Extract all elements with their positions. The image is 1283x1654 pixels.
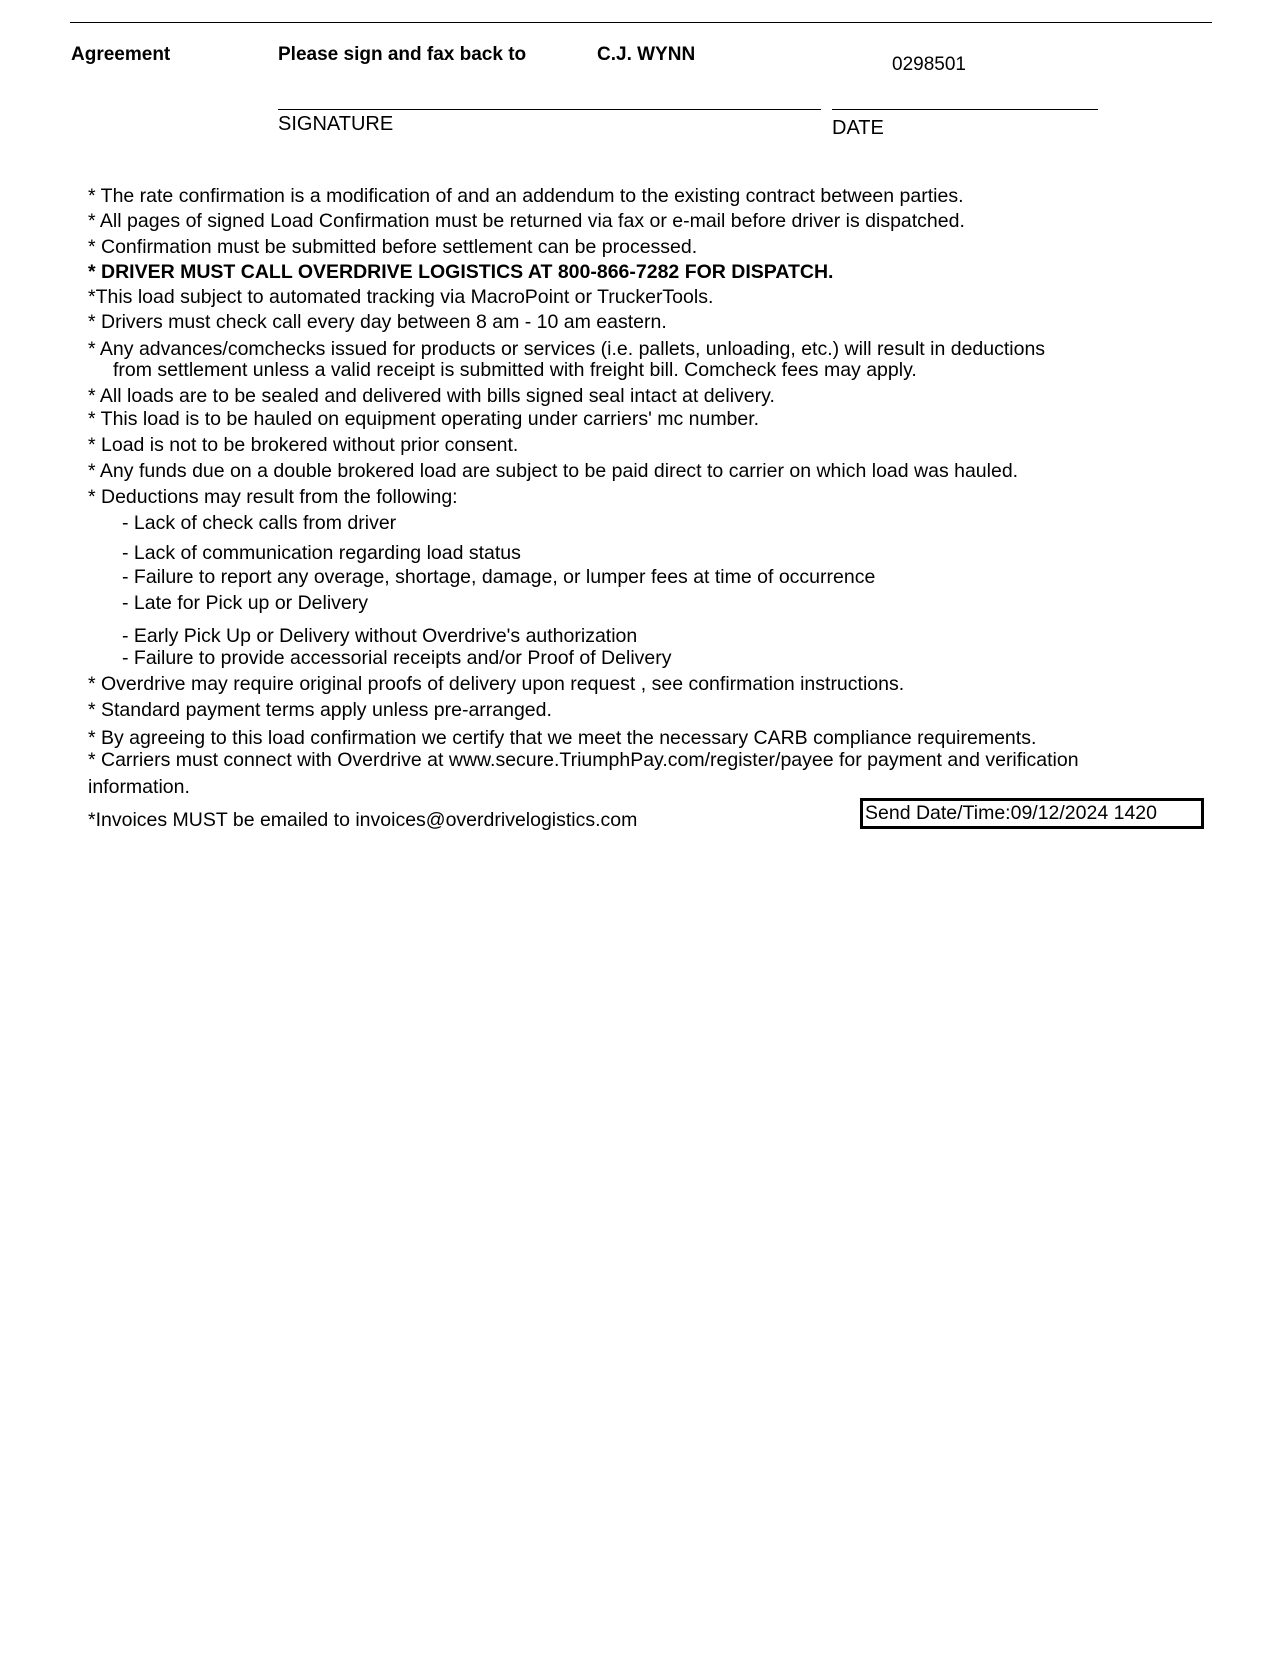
term-line: * Any funds due on a double brokered load are subject to be paid direct to carrier on which load was hauled. <box>88 460 1019 482</box>
deduction-item: - Lack of check calls from driver <box>122 512 397 534</box>
signature-line <box>278 109 821 110</box>
term-line: * All loads are to be sealed and delivered with bills signed seal intact at delivery. <box>88 385 775 407</box>
invoice-email-notice: *Invoices MUST be emailed to invoices@overdrivelogistics.com <box>88 809 638 831</box>
deduction-item: - Failure to provide accessorial receipts and/or Proof of Delivery <box>122 647 672 669</box>
term-line: * Load is not to be brokered without prior consent. <box>88 434 519 456</box>
date-line <box>832 109 1098 110</box>
sign-fax-label: Please sign and fax back to <box>278 44 527 65</box>
term-line: * The rate confirmation is a modification of and an addendum to the existing contract between parties. <box>88 185 964 207</box>
top-rule <box>70 22 1212 23</box>
term-line: * Overdrive may require original proofs of delivery upon request , see confirmation instructions. <box>88 673 905 695</box>
term-line: * Confirmation must be submitted before settlement can be processed. <box>88 236 698 258</box>
term-line: * This load is to be hauled on equipment operating under carriers' mc number. <box>88 408 760 430</box>
deduction-item: - Early Pick Up or Delivery without Overdrive's authorization <box>122 625 638 647</box>
term-line: * Deductions may result from the following: <box>88 486 458 508</box>
deduction-item: - Late for Pick up or Delivery <box>122 592 369 614</box>
term-line: * By agreeing to this load confirmation we certify that we meet the necessary CARB compliance requirements. <box>88 727 1037 749</box>
date-label: DATE <box>832 117 884 139</box>
term-line: * Carriers must connect with Overdrive at www.secure.TriumphPay.com/register/payee for payment and verification <box>88 749 1079 771</box>
term-line: *This load subject to automated tracking via MacroPoint or TruckerTools. <box>88 286 714 308</box>
term-line: * Standard payment terms apply unless pre-arranged. <box>88 699 552 721</box>
deduction-item: - Lack of communication regarding load status <box>122 542 521 564</box>
dispatch-notice: * DRIVER MUST CALL OVERDRIVE LOGISTICS AT 800-866-7282 FOR DISPATCH. <box>88 261 834 283</box>
send-date-box: Send Date/Time:09/12/2024 1420 <box>860 798 1204 829</box>
signature-label: SIGNATURE <box>278 113 394 135</box>
term-line: * Drivers must check call every day between 8 am - 10 am eastern. <box>88 311 667 333</box>
term-line-continued: information. <box>88 776 190 798</box>
term-line-continued: from settlement unless a valid receipt is submitted with freight bill. Comcheck fees may apply. <box>113 359 917 381</box>
reference-number: 0298501 <box>892 54 966 75</box>
contact-name: C.J. WYNN <box>597 44 696 65</box>
agreement-label: Agreement <box>71 44 171 65</box>
term-line: * Any advances/comchecks issued for products or services (i.e. pallets, unloading, etc.) will result in deductions <box>88 338 1046 360</box>
deduction-item: - Failure to report any overage, shortage, damage, or lumper fees at time of occurrence <box>122 566 876 588</box>
term-line: * All pages of signed Load Confirmation must be returned via fax or e-mail before driver is dispatched. <box>88 210 965 232</box>
